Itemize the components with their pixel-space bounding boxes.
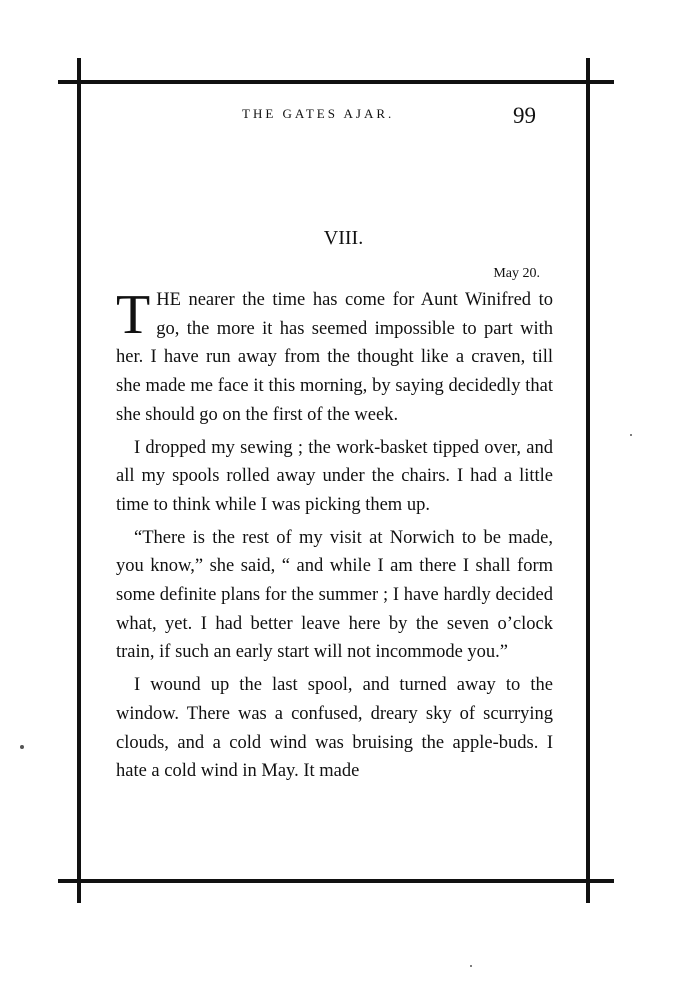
print-speck xyxy=(630,434,632,436)
chapter-heading: VIII. xyxy=(323,227,364,249)
page-number: 99 xyxy=(513,103,536,128)
print-speck xyxy=(470,965,472,967)
paragraph xyxy=(116,286,553,430)
left-border-rule xyxy=(77,58,81,903)
dateline: May 20. xyxy=(493,266,540,281)
paragraph: I wound up the last spool, and turned away to the window. There was a confused, dreary sky of scurrying clouds, and a cold wind was bruising the apple-buds. I hate a cold wind in May. It made xyxy=(116,675,553,782)
paragraph: I dropped my sewing ; the work-basket tipped over, and all my spools rolled away under the chairs. I had a little time to think while I was picking them up. xyxy=(116,437,553,515)
paragraph-text: HE nearer the time has come for Aunt Winifred to go, the more it has seemed impossible to part with her. I have run away from the thought like a craven, till she made me face it this morning, by saying decidedly that she should go on the first of the week. xyxy=(116,290,553,425)
body-text xyxy=(116,286,553,790)
right-border-rule xyxy=(586,58,590,903)
top-border-rule xyxy=(58,80,614,84)
print-speck xyxy=(20,745,24,749)
paragraph: “There is the rest of my visit at Norwich to be made, you know,” she said, “ and while I am there I shall form some definite plans for the summer ; I have hardly decided what, yet. I had better leave here by the seven o’clock train, if such an early start will not incommode you.” xyxy=(116,527,553,663)
running-head: THE GATES AJAR. xyxy=(242,106,395,121)
bottom-border-rule xyxy=(58,879,614,883)
drop-cap: T xyxy=(116,284,151,346)
